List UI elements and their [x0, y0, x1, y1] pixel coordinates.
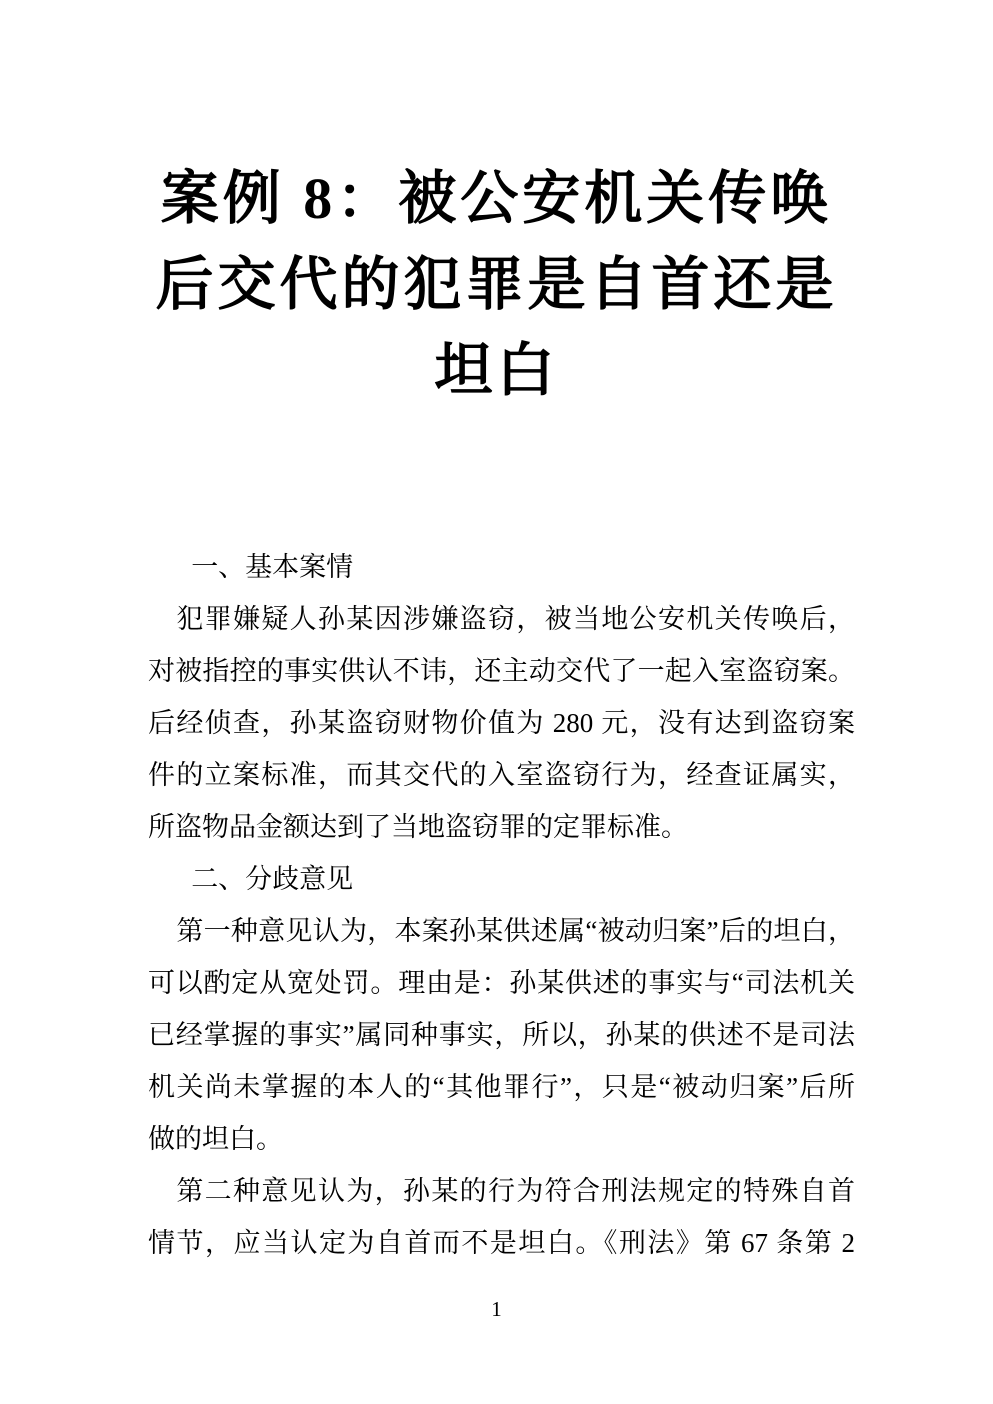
paragraph-line: 机关尚未掌握的本人的“其他罪行”，只是“被动归案”后所	[148, 1072, 855, 1102]
paragraph-line: 后经侦查，孙某盗窃财物价值为 280 元，没有达到盗窃案	[148, 708, 855, 738]
document-title	[0, 0, 993, 414]
paragraph-line: 第一种意见认为，本案孙某供述属“被动归案”后的坦白，	[176, 916, 855, 946]
section-heading: 二、分歧意见	[191, 864, 354, 894]
paragraph-line: 可以酌定从宽处罚。理由是：孙某供述的事实与“司法机关	[148, 968, 855, 998]
paragraph-line: 情节，应当认定为自首而不是坦白。《刑法》第 67 条第 2	[148, 1228, 855, 1258]
document-body	[148, 541, 855, 1269]
title-line: 坦白	[434, 338, 559, 403]
page-footer	[0, 1296, 993, 1322]
paragraph-line: 犯罪嫌疑人孙某因涉嫌盗窃，被当地公安机关传唤后，	[176, 604, 855, 634]
title-line: 案例 8：被公安机关传唤	[160, 166, 833, 231]
page-number: 1	[491, 1297, 502, 1321]
paragraph-line: 对被指控的事实供认不讳，还主动交代了一起入室盗窃案。	[148, 656, 855, 686]
paragraph-line: 所盗物品金额达到了当地盗窃罪的定罪标准。	[148, 812, 688, 842]
section-heading: 一、基本案情	[191, 552, 354, 582]
paragraph-line: 已经掌握的事实”属同种事实，所以，孙某的供述不是司法	[148, 1020, 855, 1050]
paragraph-line: 第二种意见认为，孙某的行为符合刑法规定的特殊自首	[176, 1176, 855, 1206]
paragraph-line: 件的立案标准，而其交代的入室盗窃行为，经查证属实，	[148, 760, 855, 790]
paragraph-line: 做的坦白。	[148, 1124, 283, 1154]
title-line: 后交代的犯罪是自首还是	[155, 252, 838, 317]
